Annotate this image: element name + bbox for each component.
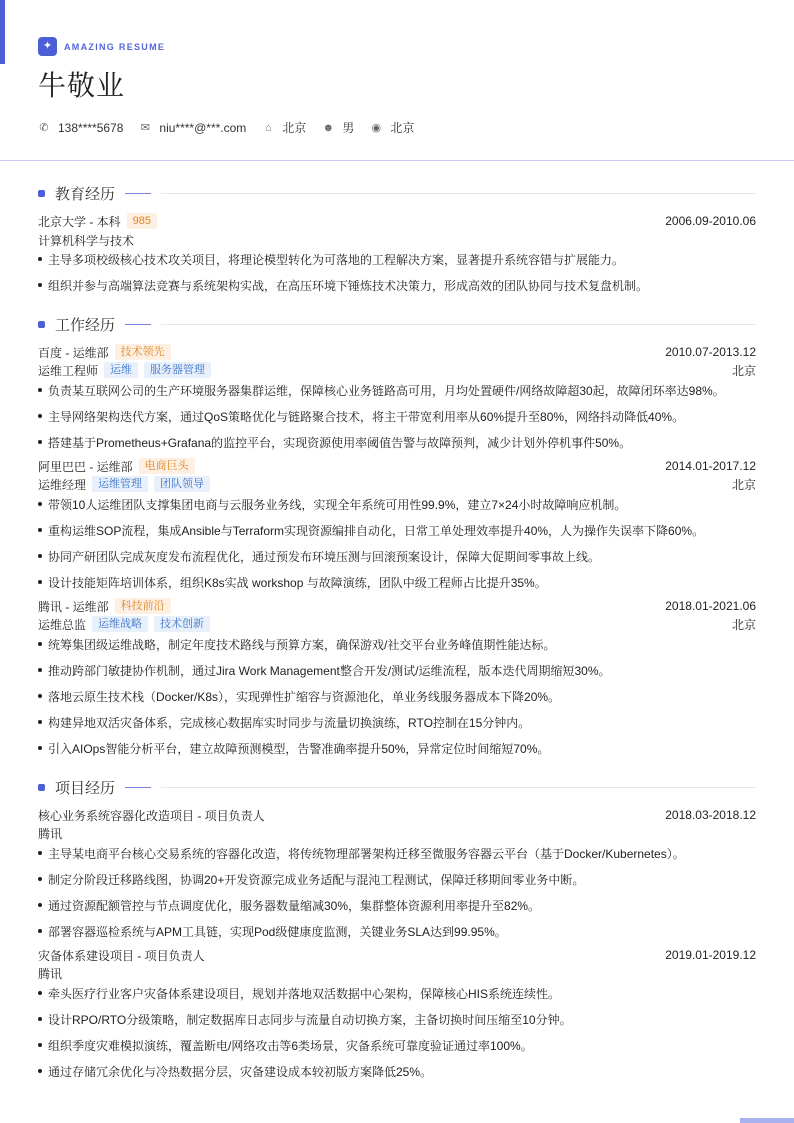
list-item: 通过存储冗余优化与冷热数据分层，灾备建设成本较初版方案降低25%。 [38,1063,756,1079]
gender-text: 男 [342,121,355,135]
contact-location [370,119,414,136]
corner-accent [740,1118,794,1123]
contact-bar [38,119,430,136]
section-dash [125,324,151,325]
list-item: 重构运维SOP流程，集成Ansible与Terraform实现资源编排自动化，日常工单处理效率提升40%，人为操作失误率下降60%。 [38,522,756,538]
project-period: 2019.01-2019.12 [665,948,756,962]
brand-text: AMAZING RESUME [64,41,166,52]
section-line [161,787,756,788]
section-title: 项目经历 [55,779,116,797]
list-item: 推动跨部门敏捷协作机制，通过Jira Work Management整合开发/测试/运维流程，版本迭代周期缩短30%。 [38,662,756,678]
project-company: 腾讯 [38,967,63,981]
job-role-row [38,362,756,378]
section-bullet-icon [38,321,45,328]
section-title: 教育经历 [55,185,116,203]
company-tag: 科技前沿 [115,598,171,614]
section-dash [125,787,151,788]
hometown-text: 北京 [282,121,307,135]
company-tag: 技术领先 [115,344,171,360]
section-title: 工作经历 [55,316,116,334]
header-divider [0,160,794,161]
list-item: 主导多项校级核心技术攻关项目，将理论模型转化为可落地的工程解决方案，显著提升系统容错与扩展能力。 [38,251,756,267]
list-item: 协同产研团队完成灰度发布流程优化，通过预发布环境压测与回滚预案设计，保障大促期间零事故上线。 [38,548,756,564]
list-item: 设计技能矩阵培训体系，组织K8s实战 workshop 与故障演练，团队中级工程师占比提升35%。 [38,574,756,590]
section-line [161,193,756,194]
list-item: 主导网络架构迭代方案，通过QoS策略优化与链路聚合技术，将主干带宽利用率从60%提升至80%，网络抖动降低40%。 [38,408,756,424]
list-item: 组织并参与高端算法竞赛与系统架构实战，在高压环境下锤炼技术决策力，形成高效的团队协同与技术复盘机制。 [38,277,756,293]
skill-tag: 服务器管理 [144,362,211,378]
project-name: 核心业务系统容器化改造项目 - 项目负责人 [38,808,265,823]
company-name: 百度 - 运维部 [38,345,109,360]
accent-bar [0,0,5,64]
job-role: 运维经理 [38,477,87,492]
email-text: niu****@***.com [159,120,247,135]
major: 计算机科学与技术 [38,234,135,248]
school-tag: 985 [127,213,157,229]
project-company: 腾讯 [38,827,63,841]
job-role: 运维总监 [38,617,87,632]
skill-tag: 运维战略 [92,616,148,632]
project-name: 灾备体系建设项目 - 项目负责人 [38,948,205,963]
list-item: 牵头医疗行业客户灾备体系建设项目，规划并落地双活数据中心架构，保障核心HIS系统连续性。 [38,985,756,1001]
phone-icon: ✆ [39,122,49,134]
school-name: 北京大学 - 本科 [38,214,121,229]
list-item: 构建异地双活灾备体系，完成核心数据库实时同步与流量切换演练，RTO控制在15分钟内。 [38,714,756,730]
list-item: 带领10人运维团队支撑集团电商与云服务业务线，实现全年系统可用性99.9%，建立7×24小时故障响应机制。 [38,496,756,512]
mail-icon: ✉ [140,122,151,134]
list-item: 统筹集团级运维战略，制定年度技术路线与预算方案，确保游戏/社交平台业务峰值期性能达标。 [38,636,756,652]
job-role: 运维工程师 [38,363,99,378]
list-item: 部署容器巡检系统与APM工具链，实现Pod级健康度监测，关键业务SLA达到99.95%。 [38,923,756,939]
section-dash [125,193,151,194]
section-projects [38,778,756,796]
company-name: 阿里巴巴 - 运维部 [38,459,133,474]
location-text: 北京 [390,121,415,135]
phone-text: 138****5678 [58,120,124,135]
section-bullet-icon [38,784,45,791]
project-header-row [38,947,756,963]
skill-tag: 技术创新 [154,616,210,632]
skill-tag: 运维管理 [92,476,148,492]
location-pin-icon: ◉ [371,122,382,134]
company-name: 腾讯 - 运维部 [38,599,109,614]
job-city: 北京 [731,477,756,492]
job-header-row [38,344,756,360]
job-header-row [38,598,756,614]
skill-tag: 运维 [104,362,138,378]
list-item: 制定分阶段迁移路线图，协调20+开发资源完成业务适配与混沌工程测试，保障迁移期间零业务中断。 [38,871,756,887]
contact-email [139,121,246,135]
project-header-row [38,807,756,823]
list-item: 主导某电商平台核心交易系统的容器化改造，将传统物理部署架构迁移至微服务容器云平台（基于Docker/Kubernetes）。 [38,845,756,861]
list-item: 通过资源配额管控与节点调度优化，服务器数量缩减30%，集群整体资源利用率提升至82%。 [38,897,756,913]
brand [38,37,756,56]
contact-phone [38,121,123,135]
brand-header [38,37,756,56]
project-period: 2018.03-2018.12 [665,808,756,822]
job-role-row [38,476,756,492]
skill-tag: 团队领导 [154,476,210,492]
candidate-name: 牛敬业 [38,70,126,101]
contact-hometown [262,119,306,136]
education-header-row [38,213,756,229]
education-period: 2006.09-2010.06 [665,214,756,228]
section-line [161,324,756,325]
list-item: 组织季度灾难模拟演练，覆盖断电/网络攻击等6类场景，灾备系统可靠度验证通过率100%。 [38,1037,756,1053]
list-item: 设计RPO/RTO分级策略，制定数据库日志同步与流量自动切换方案，主备切换时间压缩至10分钟。 [38,1011,756,1027]
section-education [38,184,756,202]
list-item: 落地云原生技术栈（Docker/K8s），实现弹性扩缩容与资源池化，单业务线服务器成本下降20%。 [38,688,756,704]
sparkle-icon: ✦ [38,37,57,56]
job-role-row [38,616,756,632]
job-header-row [38,458,756,474]
section-bullet-icon [38,190,45,197]
job-city: 北京 [731,617,756,632]
job-period: 2010.07-2013.12 [665,345,756,359]
list-item: 搭建基于Prometheus+Grafana的监控平台，实现资源使用率阈值告警与故障预判，减少计划外停机事件50%。 [38,434,756,450]
company-tag: 电商巨头 [139,458,195,474]
list-item: 负责某互联网公司的生产环境服务器集群运维，保障核心业务链路高可用，月均处置硬件/网络故障超30起，故障闭环率达98%。 [38,382,756,398]
user-icon: ☻ [322,121,335,134]
section-work [38,315,756,333]
job-period: 2018.01-2021.06 [665,599,756,613]
list-item: 引入AIOps智能分析平台，建立故障预测模型，告警准确率提升50%，异常定位时间缩短70%。 [38,740,756,756]
job-period: 2014.01-2017.12 [665,459,756,473]
contact-gender [322,119,354,136]
job-city: 北京 [731,363,756,378]
home-icon: ⌂ [264,121,272,134]
